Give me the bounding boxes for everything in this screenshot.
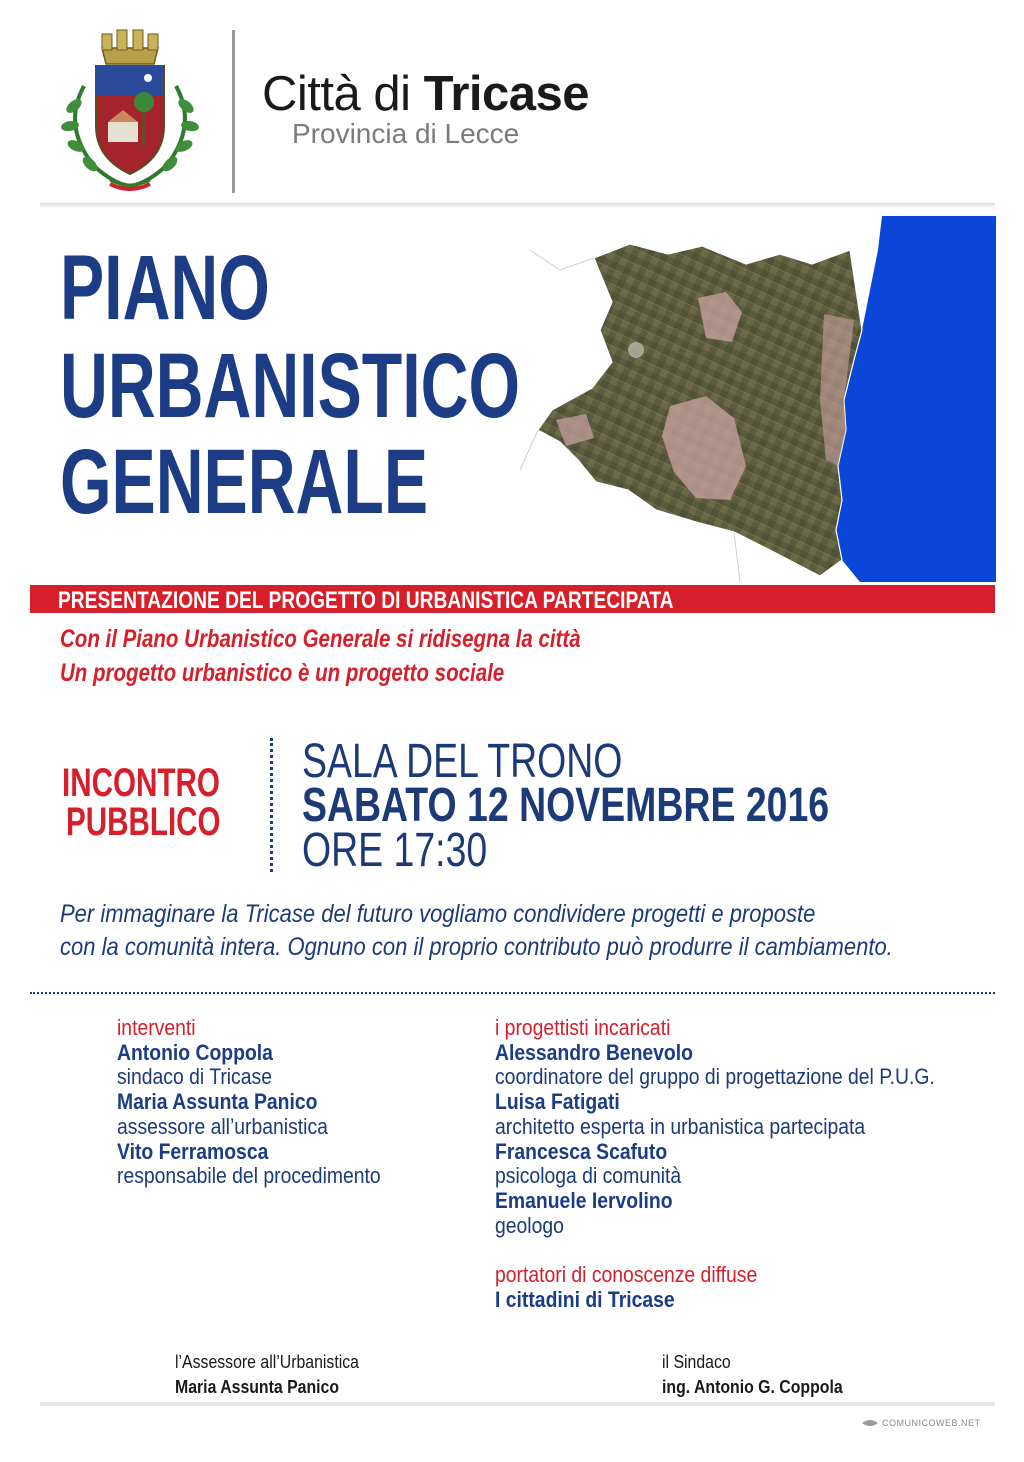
speaker-name: Vito Ferramosca (117, 1138, 269, 1164)
designer-role: geologo (495, 1212, 564, 1238)
tagline: Un progetto urbanistico è un progetto sociale (60, 659, 505, 687)
meeting-label: INCONTRO (62, 761, 220, 805)
credit-logo-icon (862, 1419, 878, 1427)
speakers-right-column (495, 1016, 935, 1312)
designer-role: psicologa di comunità (495, 1163, 682, 1189)
signature-assessor (175, 1350, 384, 1400)
title-line-piano: PIANO (60, 237, 270, 339)
speaker-name: Antonio Coppola (117, 1039, 273, 1065)
subtitle-banner-text: PRESENTAZIONE DEL PROGETTO DI URBANISTICA PARTECIPATA (58, 587, 674, 614)
city-title (262, 66, 589, 122)
section-divider (30, 992, 995, 994)
speaker-name: Maria Assunta Panico (117, 1089, 318, 1115)
speakers-left-column (117, 1016, 557, 1189)
signature-mayor (662, 1350, 867, 1400)
footer-rule (40, 1402, 995, 1406)
province-name: Provincia di Lecce (292, 118, 520, 149)
speaker-role: responsabile del procedimento (117, 1163, 381, 1189)
designers-label: i progettisti incaricati (495, 1015, 671, 1040)
city-prefix: Città di (262, 67, 411, 121)
meeting-date: SABATO 12 NOVEMBRE 2016 (302, 779, 830, 832)
designer-name: Emanuele Iervolino (495, 1187, 673, 1213)
spacer (495, 1238, 935, 1263)
footer-credit (862, 1418, 981, 1428)
citizens-name: I cittadini di Tricase (495, 1286, 675, 1312)
signature-role: l’Assessore all’Urbanistica (175, 1352, 359, 1372)
designer-role: coordinatore del gruppo di progettazione del P.U.G. (495, 1064, 935, 1090)
meeting-divider (270, 738, 273, 872)
signature-name: ing. Antonio G. Coppola (662, 1377, 843, 1397)
signature-name: Maria Assunta Panico (175, 1377, 340, 1397)
speaker-role: sindaco di Tricase (117, 1064, 272, 1090)
speakers-label: interventi (117, 1015, 196, 1040)
title-line-generale: GENERALE (60, 431, 429, 533)
designer-name: Luisa Fatigati (495, 1089, 620, 1115)
description-line: Per immaginare la Tricase del futuro vogliamo condividere progetti e proposte (60, 900, 816, 928)
description-line: con la comunità intera. Ognuno con il proprio contributo può produrre il cambiamento. (60, 933, 893, 961)
meeting-label: PUBBLICO (66, 800, 221, 844)
meeting-time: ORE 17:30 (302, 824, 488, 877)
speaker-role: assessore all’urbanistica (117, 1113, 328, 1139)
header-divider (232, 30, 235, 193)
meeting-venue: SALA DEL TRONO (302, 735, 623, 788)
coat-of-arms-icon (54, 26, 206, 196)
title-line-urbanistico: URBANISTICO (60, 335, 521, 437)
designer-name: Francesca Scafuto (495, 1138, 668, 1164)
credit-text: COMUNICOWEB.NET (882, 1418, 981, 1428)
citizens-label: portatori di conoscenze diffuse (495, 1262, 758, 1288)
tagline: Con il Piano Urbanistico Generale si ridisegna la città (60, 625, 581, 653)
designer-name: Alessandro Benevolo (495, 1039, 693, 1065)
header-rule (40, 203, 995, 209)
designer-role: architetto esperta in urbanistica partecipata (495, 1113, 866, 1139)
signature-role: il Sindaco (662, 1352, 731, 1372)
city-name: Tricase (423, 67, 590, 121)
